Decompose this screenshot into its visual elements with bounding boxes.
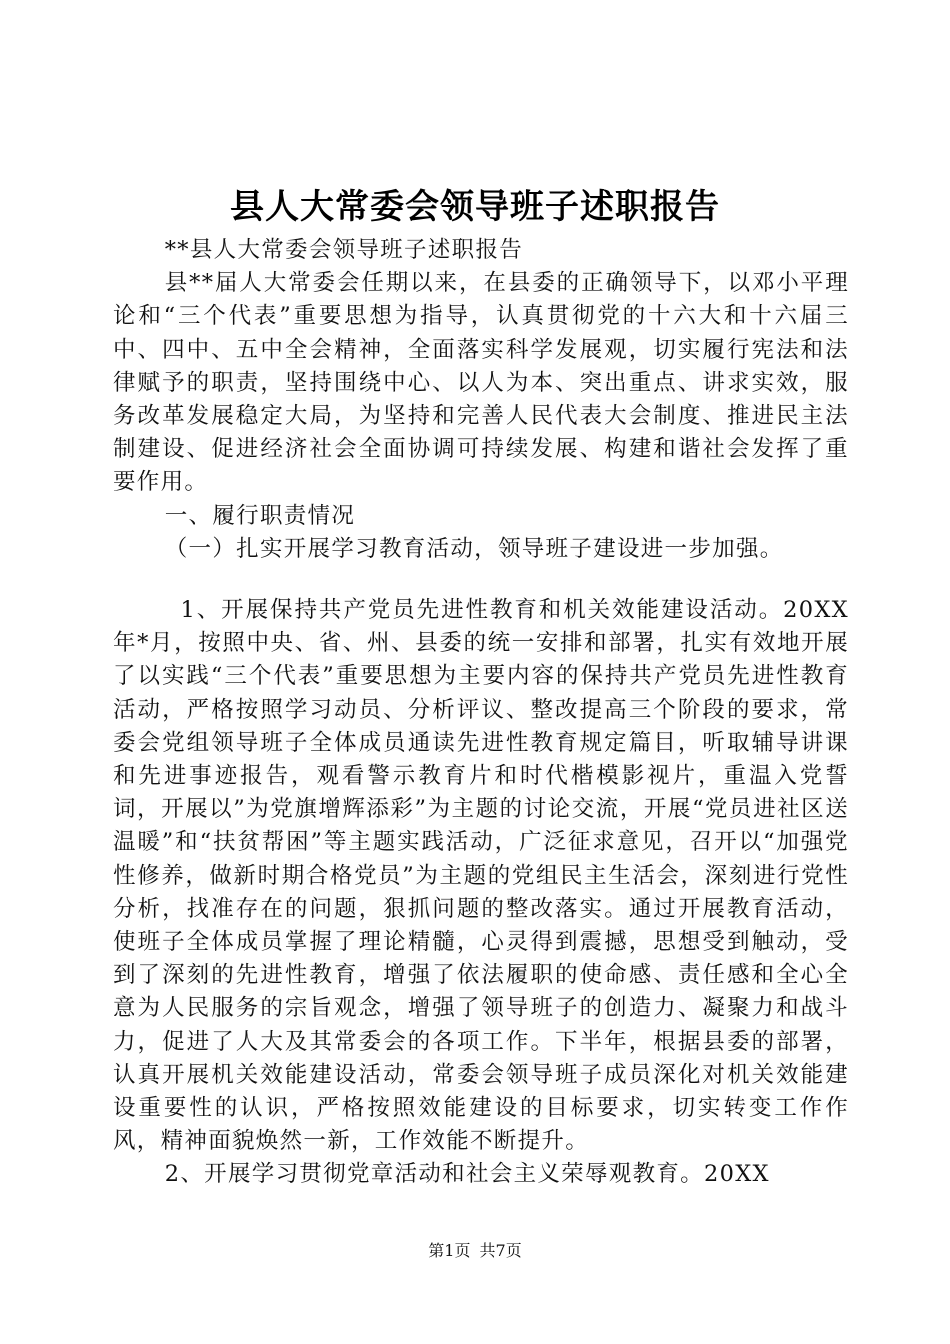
document-body — [113, 234, 849, 1192]
item-2-paragraph: 2、开展学习贯彻党章活动和社会主义荣辱观教育。20XX — [164, 1161, 770, 1188]
subsection-heading: （一）扎实开展学习教育活动，领导班子建设进一步加强。 — [164, 535, 784, 562]
page-footer — [0, 1240, 950, 1262]
section-heading: 一、履行职责情况 — [164, 502, 356, 529]
intro-paragraph: 县**届人大常委会任期以来，在县委的正确领导下，以邓小平理论和“三个代表”重要思想为指导，认真贯彻党的十六大和十六届三中、四中、五中全会精神，全面落实科学发展观，切实履行宪法和法律赋予的职责，坚持围绕中心、以人为本、突出重点、讲求实效，服务改革发展稳定大局，为坚持和完善人民代表大会制度、推进民主法制建设、促进经济社会全面协调可持续发展、构建和谐社会发挥了重要作用。 — [113, 270, 849, 496]
subtitle-paragraph: **县人大常委会领导班子述职报告 — [164, 237, 524, 263]
item-1-paragraph: 1、开展保持共产党员先进性教育和机关效能建设活动。20XX年*月，按照中央、省、州、县委的统一安排和部署，扎实有效地开展了以实践“三个代表”重要思想为主要内容的保持共产党员先进性教育活动，严格按照学习动员、分析评议、整改提高三个阶段的要求，常委会党组领导班子全体成员通读先进性教育规定篇目，听取辅导讲课和先进事迹报告，观看警示教育片和时代楷模影视片，重温入党誓词，开展以”为党旗增辉添彩”为主题的讨论交流，开展“党员进社区送温暖”和“扶贫帮困”等主题实践活动，广泛征求意见，召开以“加强党性修养，做新时期合格党员”为主题的党组民主生活会，深刻进行党性分析，找准存在的问题，狠抓问题的整改落实。通过开展教育活动，使班子全体成员掌握了理论精髓，心灵得到震撼，思想受到触动，受到了深刻的先进性教育，增强了依法履职的使命感、责任感和全心全意为人民服务的宗旨观念，增强了领导班子的创造力、凝聚力和战斗力，促进了人大及其常委会的各项工作。下半年，根据县委的部署，认真开展机关效能建设活动，常委会领导班子成员深化对机关效能建设重要性的认识，严格按照效能建设的目标要求，切实转变工作作风，精神面貌焕然一新，工作效能不断提升。 — [113, 597, 849, 1155]
page-total: 共7页 — [479, 1241, 522, 1260]
page-number: 第1页 — [428, 1241, 471, 1260]
document-title: 县人大常委会领导班子述职报告 — [230, 187, 720, 227]
